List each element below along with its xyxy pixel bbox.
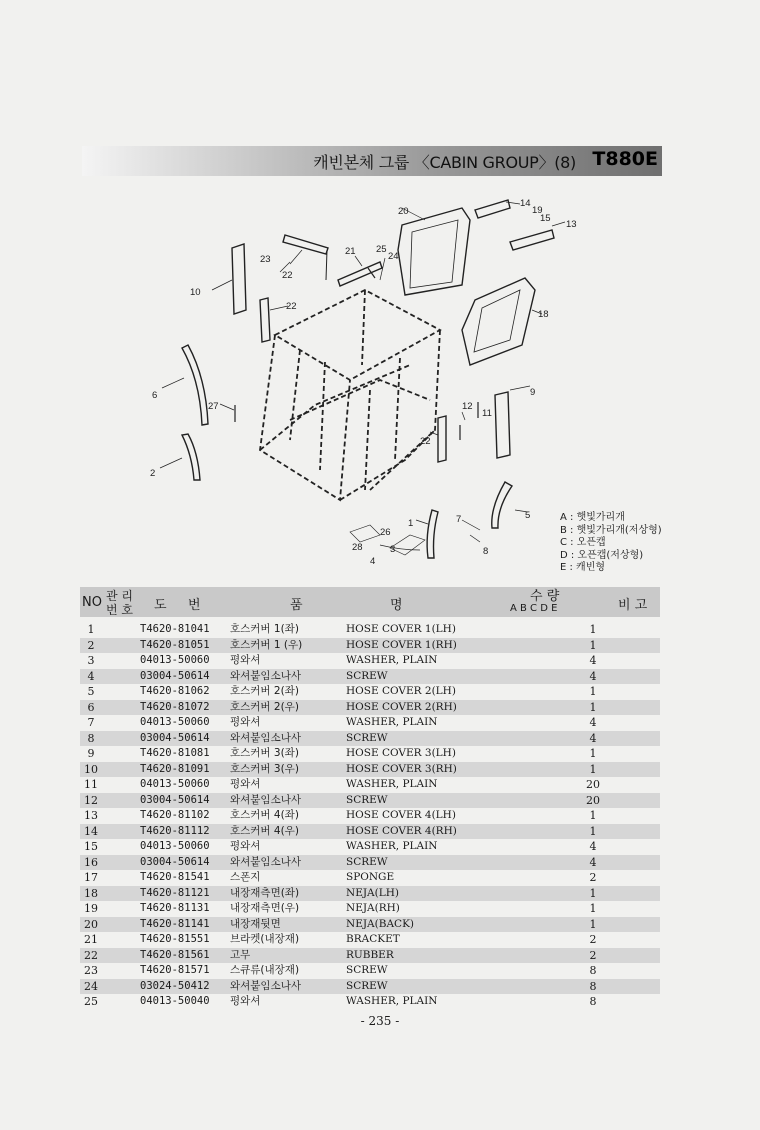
row-korean-name: 평와셔 — [230, 778, 261, 790]
header-no: NO — [82, 595, 102, 610]
row-quantity: 1 — [589, 685, 597, 698]
row-korean-name: 와셔붙임소나사 — [230, 793, 302, 806]
row-quantity: 1 — [589, 886, 597, 900]
row-part-name: WASHER, PLAIN — [346, 716, 438, 728]
hose-cover-2 — [182, 434, 200, 480]
legend-b: B : 햇빛가리개(저상형) — [560, 524, 662, 536]
callout-15: 15 — [540, 213, 551, 224]
table-row — [80, 808, 660, 824]
row-part-name: NEJA(BACK) — [346, 917, 415, 930]
row-no: 19 — [84, 902, 98, 915]
row-part-name: WASHER, PLAIN — [346, 778, 438, 790]
row-part-number: T4620-81141 — [140, 917, 210, 930]
row-no: 5 — [87, 685, 95, 698]
header-mgmt-bottom: 번 호 — [106, 603, 133, 617]
table-row — [80, 886, 660, 902]
row-korean-name: 와셔붙임소나사 — [230, 731, 302, 744]
callout-20: 22 — [282, 270, 293, 281]
row-part-name: SCREW — [346, 979, 388, 992]
row-part-name: NEJA(RH) — [346, 902, 400, 914]
row-part-number: 03004-50614 — [140, 793, 210, 806]
row-part-number: T4620-81062 — [140, 685, 210, 697]
row-quantity: 20 — [586, 778, 600, 791]
row-part-number: 03004-50614 — [140, 669, 210, 682]
section-title: 캐빈본체 그룹 〈CABIN GROUP〉(8) — [313, 153, 576, 172]
row-quantity: 2 — [589, 871, 597, 884]
callout-28: 28 — [352, 542, 363, 553]
row-no: 15 — [84, 840, 98, 853]
row-part-name: WASHER, PLAIN — [346, 995, 438, 1007]
row-part-number: T4620-81051 — [140, 638, 210, 651]
row-quantity: 1 — [589, 917, 597, 931]
row-no: 7 — [87, 716, 95, 729]
row-no: 3 — [87, 654, 95, 667]
header-mgmt-top: 관 리 — [106, 589, 133, 603]
row-no: 18 — [84, 886, 98, 900]
callout-5: 5 — [525, 510, 531, 521]
row-quantity: 1 — [589, 700, 597, 714]
row-quantity: 1 — [589, 824, 597, 838]
row-quantity: 1 — [589, 623, 597, 636]
row-part-name: BRACKET — [346, 933, 400, 945]
row-no: 9 — [87, 747, 95, 760]
row-no: 20 — [84, 917, 98, 931]
row-part-name: SCREW — [346, 964, 388, 976]
row-part-name: SCREW — [346, 793, 388, 806]
callout-25: 25 — [376, 244, 387, 255]
table-row — [80, 684, 660, 700]
table-row — [80, 746, 660, 762]
table-row — [80, 932, 660, 948]
row-quantity: 4 — [589, 669, 597, 683]
callout-12: 12 — [462, 401, 473, 412]
callout-1: 1 — [408, 518, 414, 529]
row-part-number: T4620-81102 — [140, 809, 210, 821]
table-row — [80, 994, 660, 1010]
row-part-number: T4620-81121 — [140, 886, 210, 899]
header-remark: 비 고 — [618, 598, 648, 613]
row-part-number: T4620-81561 — [140, 948, 210, 961]
row-no: 4 — [87, 669, 95, 683]
row-no: 25 — [84, 995, 98, 1008]
row-part-number: T4620-81131 — [140, 902, 210, 914]
callout-10: 10 — [190, 287, 201, 298]
legend-d: D : 오픈캡(저상형) — [560, 549, 644, 561]
row-quantity: 2 — [589, 948, 597, 962]
row-quantity: 4 — [589, 855, 597, 869]
row-korean-name: 호스커버 2(우) — [230, 700, 299, 713]
page-number: - 235 - — [360, 1014, 400, 1028]
model-code: T880E — [592, 148, 658, 170]
row-quantity: 2 — [589, 933, 597, 946]
row-quantity: 4 — [589, 840, 597, 853]
callout-11: 11 — [482, 408, 492, 419]
row-no: 17 — [84, 871, 98, 884]
row-part-number: 03024-50412 — [140, 979, 210, 992]
row-part-number: T4620-81541 — [140, 871, 210, 883]
row-korean-name: 평와셔 — [230, 654, 261, 666]
legend-a: A : 햇빛가리개 — [560, 512, 625, 523]
row-korean-name: 호스커버 3(우) — [230, 762, 299, 775]
hose-cover-1 — [427, 510, 438, 558]
variant-legend — [560, 512, 662, 575]
header-item-1: 품 — [290, 598, 303, 613]
row-korean-name: 내장재측면(좌) — [230, 886, 300, 899]
row-part-name: WASHER, PLAIN — [346, 840, 438, 852]
header-qty-cols: A B C D E — [510, 603, 558, 614]
callout-16: 19 — [532, 205, 543, 216]
hose-cover-5 — [492, 482, 512, 528]
row-korean-name: 와셔붙임소나사 — [230, 979, 302, 992]
row-korean-name: 내장재측면(우) — [230, 902, 300, 914]
row-part-number: 04013-50060 — [140, 654, 210, 666]
callout-22a: 22 — [286, 301, 297, 312]
row-korean-name: 평와셔 — [230, 840, 261, 852]
callout-26: 26 — [380, 527, 391, 538]
table-row — [80, 870, 660, 886]
row-quantity: 4 — [589, 654, 597, 667]
row-part-name: HOSE COVER 1(RH) — [346, 638, 457, 651]
row-part-number: T4620-81091 — [140, 762, 210, 775]
callout-23: 23 — [260, 254, 271, 265]
row-no: 11 — [84, 778, 98, 791]
row-korean-name: 스폰지 — [230, 871, 261, 883]
callout-4: 4 — [370, 556, 376, 567]
row-korean-name: 와셔붙임소나사 — [230, 669, 302, 682]
row-no: 24 — [84, 979, 98, 993]
row-part-number: T4620-81551 — [140, 933, 210, 945]
row-quantity: 4 — [589, 731, 597, 745]
hose-cover-9 — [495, 392, 510, 458]
row-no: 1 — [87, 623, 95, 636]
row-no: 16 — [84, 855, 98, 869]
callout-19: 20 — [398, 206, 409, 217]
legend-e: E : 캐빈형 — [560, 562, 606, 574]
hose-cover-6 — [182, 345, 208, 425]
row-part-number: 03004-50614 — [140, 731, 210, 744]
table-row — [80, 793, 660, 809]
table-row — [80, 839, 660, 855]
row-part-name: WASHER, PLAIN — [346, 654, 438, 666]
row-part-name: HOSE COVER 4(LH) — [346, 809, 456, 821]
exploded-diagram — [140, 190, 580, 580]
row-part-name: HOSE COVER 1(LH) — [346, 623, 456, 635]
row-part-name: SPONGE — [346, 871, 395, 883]
table-row — [80, 715, 660, 731]
callout-7: 7 — [456, 514, 462, 525]
row-part-number: T4620-81081 — [140, 747, 210, 759]
row-part-number: 03004-50614 — [140, 855, 210, 868]
row-part-number: 04013-50040 — [140, 995, 210, 1007]
row-no: 10 — [84, 762, 98, 776]
table-row — [80, 901, 660, 917]
table-row — [80, 948, 660, 964]
panel-19 — [398, 208, 470, 295]
table-row — [80, 979, 660, 995]
row-part-name: SCREW — [346, 855, 388, 868]
row-korean-name: 고무 — [230, 948, 251, 961]
row-part-name: HOSE COVER 2(LH) — [346, 685, 456, 697]
row-part-number: 04013-50060 — [140, 840, 210, 852]
callout-3: 3 — [390, 544, 396, 555]
table-row — [80, 669, 660, 685]
row-korean-name: 호스커버 4(좌) — [230, 809, 299, 821]
table-row — [80, 762, 660, 778]
row-part-name: RUBBER — [346, 948, 394, 961]
row-part-name: HOSE COVER 3(RH) — [346, 762, 457, 775]
panel-18 — [462, 278, 535, 365]
callout-8: 8 — [483, 546, 489, 557]
row-no: 22 — [84, 948, 98, 962]
row-no: 13 — [84, 809, 98, 822]
row-no: 12 — [84, 793, 98, 807]
row-korean-name: 평와셔 — [230, 995, 261, 1007]
callout-6: 6 — [152, 390, 158, 401]
cabin-frame — [260, 290, 440, 500]
header-drawing-1: 도 — [154, 598, 167, 613]
table-row — [80, 917, 660, 933]
table-row — [80, 653, 660, 669]
table-row — [80, 622, 660, 638]
row-quantity: 8 — [589, 979, 597, 993]
row-part-number: T4620-81571 — [140, 964, 210, 976]
legend-c: C : 오픈캡 — [560, 537, 606, 549]
row-quantity: 1 — [589, 747, 597, 760]
row-korean-name: 스큐류(내장재) — [230, 964, 300, 976]
callout-27: 27 — [208, 401, 219, 412]
callout-14: 14 — [520, 198, 531, 209]
table-row — [80, 824, 660, 840]
row-quantity: 1 — [589, 902, 597, 915]
table-row — [80, 963, 660, 979]
row-korean-name: 호스커버 1(좌) — [230, 623, 299, 635]
row-part-number: T4620-81041 — [140, 623, 210, 635]
callout-21: 21 — [345, 246, 356, 257]
row-quantity: 8 — [589, 964, 597, 977]
parts-table-body — [80, 622, 660, 1010]
row-korean-name: 브라켓(내장재) — [230, 933, 300, 945]
row-korean-name: 호스커버 3(좌) — [230, 747, 299, 759]
row-no: 14 — [84, 824, 98, 838]
diagram-callouts — [150, 198, 577, 567]
row-no: 6 — [87, 700, 95, 714]
callout-24: 24 — [388, 251, 399, 262]
row-no: 23 — [84, 964, 98, 977]
table-row — [80, 777, 660, 793]
table-row — [80, 700, 660, 716]
row-korean-name: 호스커버 1 (우) — [230, 638, 303, 651]
section-title-bar — [82, 146, 662, 176]
callout-22b: 22 — [420, 436, 431, 447]
row-part-number: T4620-81072 — [140, 700, 210, 713]
row-quantity: 1 — [589, 762, 597, 776]
row-no: 2 — [87, 638, 95, 652]
row-quantity: 4 — [589, 716, 597, 729]
header-qty: 수 량 — [530, 589, 560, 604]
header-item-2: 명 — [390, 598, 403, 613]
row-part-name: SCREW — [346, 731, 388, 744]
row-part-number: T4620-81112 — [140, 824, 210, 837]
row-korean-name: 호스커버 4(우) — [230, 824, 299, 837]
table-row — [80, 731, 660, 747]
callout-2: 2 — [150, 468, 156, 479]
row-part-name: NEJA(LH) — [346, 886, 399, 899]
table-row — [80, 855, 660, 871]
callout-18: 18 — [538, 309, 549, 320]
table-row — [80, 638, 660, 654]
row-quantity: 20 — [586, 793, 600, 807]
callout-9: 9 — [530, 387, 536, 398]
row-korean-name: 내장재뒷면 — [230, 917, 281, 930]
row-korean-name: 와셔붙임소나사 — [230, 855, 302, 868]
callout-13: 13 — [566, 219, 577, 230]
row-korean-name: 호스커버 2(좌) — [230, 685, 299, 697]
row-no: 8 — [87, 731, 95, 745]
row-part-name: HOSE COVER 2(RH) — [346, 700, 457, 713]
row-part-number: 04013-50060 — [140, 778, 210, 790]
row-quantity: 1 — [589, 638, 597, 652]
row-korean-name: 평와셔 — [230, 716, 261, 728]
parts-table-header — [80, 587, 660, 617]
row-quantity: 8 — [589, 995, 597, 1008]
row-no: 21 — [84, 933, 98, 946]
row-part-name: HOSE COVER 4(RH) — [346, 824, 457, 837]
row-part-number: 04013-50060 — [140, 716, 210, 728]
row-part-name: HOSE COVER 3(LH) — [346, 747, 456, 759]
row-part-name: SCREW — [346, 669, 388, 682]
row-quantity: 1 — [589, 809, 597, 822]
header-drawing-2: 번 — [188, 598, 201, 613]
